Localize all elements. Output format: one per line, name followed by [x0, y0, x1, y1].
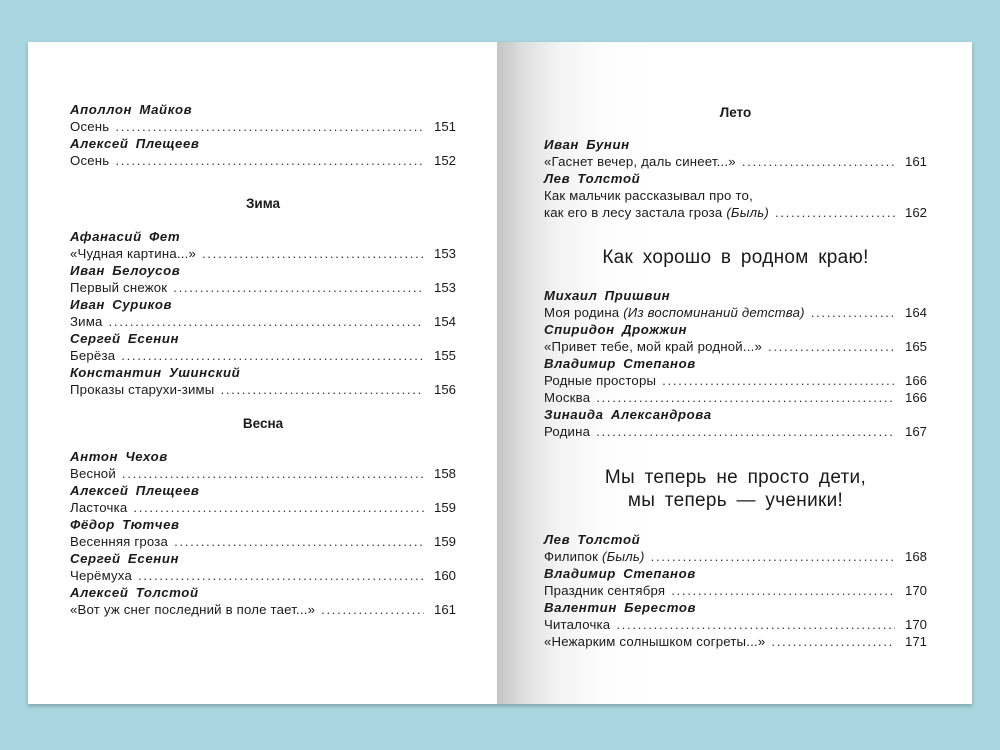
leader-dots [651, 548, 895, 565]
toc-title: «Нежарким солнышком согреты...» [544, 634, 766, 649]
toc-title [544, 548, 645, 565]
toc-title: Черёмуха [70, 568, 132, 583]
toc-title: Родина [544, 424, 591, 439]
toc-title-note: (Быль) [726, 205, 769, 220]
book-spread [28, 42, 972, 704]
leader-dots [173, 279, 424, 296]
toc-entry[interactable] [544, 582, 927, 599]
page-number: 170 [904, 617, 927, 632]
toc-title: Весной [70, 466, 116, 481]
leader-dots [775, 204, 895, 221]
leader-dots [115, 152, 424, 169]
toc-entry[interactable] [544, 423, 927, 440]
toc-author: Алексей Толстой [70, 585, 199, 600]
page-number: 171 [904, 634, 927, 649]
toc-author: Владимир Степанов [544, 566, 696, 581]
heading-line: мы теперь — ученики! [627, 490, 844, 511]
toc-entry[interactable] [544, 304, 927, 321]
leader-dots [202, 245, 424, 262]
toc-author: Валентин Берестов [544, 600, 697, 615]
toc-author: Спиридон Дрожжин [544, 322, 688, 337]
toc-right [544, 104, 927, 650]
page-number: 152 [433, 153, 456, 168]
toc-entry[interactable] [70, 313, 456, 330]
leader-dots [671, 582, 895, 599]
page-number: 170 [904, 583, 927, 598]
section-heading-students [544, 466, 927, 512]
leader-dots [109, 313, 424, 330]
page-number: 162 [904, 205, 927, 220]
toc-title-text: Моя родина [544, 305, 620, 320]
toc-entry[interactable] [70, 465, 456, 482]
toc-title: «Чудная картина...» [70, 246, 196, 261]
toc-entry[interactable] [70, 118, 456, 135]
toc-title: Праздник сентября [544, 583, 666, 598]
toc-title: Родные просторы [544, 373, 657, 388]
toc-entry[interactable] [70, 347, 456, 364]
page-number: 159 [433, 534, 456, 549]
heading-line: Мы теперь не просто дети, [604, 467, 867, 488]
page-number: 166 [904, 390, 927, 405]
toc-title-line[interactable]: Как мальчик рассказывал про то, [544, 188, 753, 203]
toc-author: Зинаида Александрова [544, 407, 712, 422]
page-number: 166 [904, 373, 927, 388]
toc-entry[interactable] [70, 567, 456, 584]
toc-title: Осень [70, 153, 110, 168]
toc-entry[interactable] [70, 533, 456, 550]
page-number: 155 [433, 348, 456, 363]
page-number: 158 [433, 466, 456, 481]
toc-title: «Вот уж снег последний в поле тает...» [70, 602, 316, 617]
section-heading-native-land: Как хорошо в родном краю! [602, 247, 869, 268]
toc-title-text: как его в лесу застала гроза [544, 205, 723, 220]
page-number: 153 [433, 280, 456, 295]
leader-dots [115, 118, 424, 135]
toc-author: Иван Суриков [70, 297, 173, 312]
page-number: 168 [904, 549, 927, 564]
leader-dots [768, 338, 895, 355]
toc-author: Фёдор Тютчев [70, 517, 180, 532]
toc-title: «Гаснет вечер, даль синеет...» [544, 154, 736, 169]
toc-author: Владимир Степанов [544, 356, 696, 371]
toc-author: Константин Ушинский [70, 365, 241, 380]
leader-dots [771, 633, 895, 650]
toc-title [544, 204, 769, 221]
leader-dots [742, 153, 895, 170]
toc-title-text: Филипок [544, 549, 599, 564]
leader-dots [122, 465, 424, 482]
toc-title: «Привет тебе, мой край родной...» [544, 339, 762, 354]
page-number: 151 [433, 119, 456, 134]
page-number: 159 [433, 500, 456, 515]
toc-entry[interactable] [544, 153, 927, 170]
page-number: 167 [904, 424, 927, 439]
leader-dots [662, 372, 895, 389]
toc-author: Лев Толстой [544, 171, 641, 186]
toc-left [70, 101, 456, 618]
toc-entry[interactable] [70, 381, 456, 398]
toc-entry[interactable] [70, 245, 456, 262]
toc-entry[interactable] [70, 279, 456, 296]
right-page [497, 42, 972, 704]
toc-author: Афанасий Фет [70, 229, 181, 244]
toc-author: Антон Чехов [70, 449, 168, 464]
toc-title: Осень [70, 119, 110, 134]
leader-dots [811, 304, 895, 321]
toc-entry[interactable] [70, 601, 456, 618]
toc-title: Весенняя гроза [70, 534, 169, 549]
toc-entry[interactable] [544, 372, 927, 389]
toc-entry[interactable] [70, 152, 456, 169]
toc-entry[interactable] [544, 633, 927, 650]
toc-title: Берёза [70, 348, 116, 363]
toc-author: Иван Белоусов [70, 263, 181, 278]
toc-title: Читалочка [544, 617, 611, 632]
page-number: 153 [433, 246, 456, 261]
page-number: 161 [904, 154, 927, 169]
leader-dots [121, 347, 424, 364]
toc-entry[interactable] [544, 616, 927, 633]
page-number: 160 [433, 568, 456, 583]
toc-title: Первый снежок [70, 280, 168, 295]
leader-dots [133, 499, 424, 516]
toc-title: Зима [70, 314, 103, 329]
toc-title [544, 304, 805, 321]
toc-entry[interactable] [544, 204, 927, 221]
toc-author: Михаил Пришвин [544, 288, 671, 303]
leader-dots [174, 533, 424, 550]
toc-title: Ласточка [70, 500, 128, 515]
section-heading-winter: Зима [245, 196, 281, 211]
page-number: 161 [433, 602, 456, 617]
leader-dots [616, 616, 895, 633]
page-number: 164 [904, 305, 927, 320]
leader-dots [321, 601, 424, 618]
leader-dots [221, 381, 425, 398]
toc-title-note: (Из воспоминаний детства) [623, 305, 805, 320]
toc-author: Алексей Плещеев [70, 483, 200, 498]
toc-author: Сергей Есенин [70, 551, 180, 566]
toc-entry[interactable] [70, 499, 456, 516]
leader-dots [596, 389, 895, 406]
section-heading-spring: Весна [242, 416, 284, 431]
page-number: 165 [904, 339, 927, 354]
leader-dots [596, 423, 895, 440]
toc-title: Москва [544, 390, 591, 405]
toc-author: Иван Бунин [544, 137, 630, 152]
toc-author: Сергей Есенин [70, 331, 180, 346]
toc-title-note: (Быль) [601, 549, 645, 564]
toc-title: Проказы старухи-зимы [70, 382, 215, 397]
page-number: 156 [433, 382, 456, 397]
section-heading-summer: Лето [719, 105, 752, 120]
leader-dots [138, 567, 424, 584]
toc-entry[interactable] [544, 548, 927, 565]
left-page [28, 42, 497, 704]
toc-author: Лев Толстой [544, 532, 641, 547]
toc-entry[interactable] [544, 338, 927, 355]
page-number: 154 [433, 314, 456, 329]
toc-author: Аполлон Майков [70, 102, 193, 117]
toc-author: Алексей Плещеев [70, 136, 200, 151]
toc-entry[interactable] [544, 389, 927, 406]
